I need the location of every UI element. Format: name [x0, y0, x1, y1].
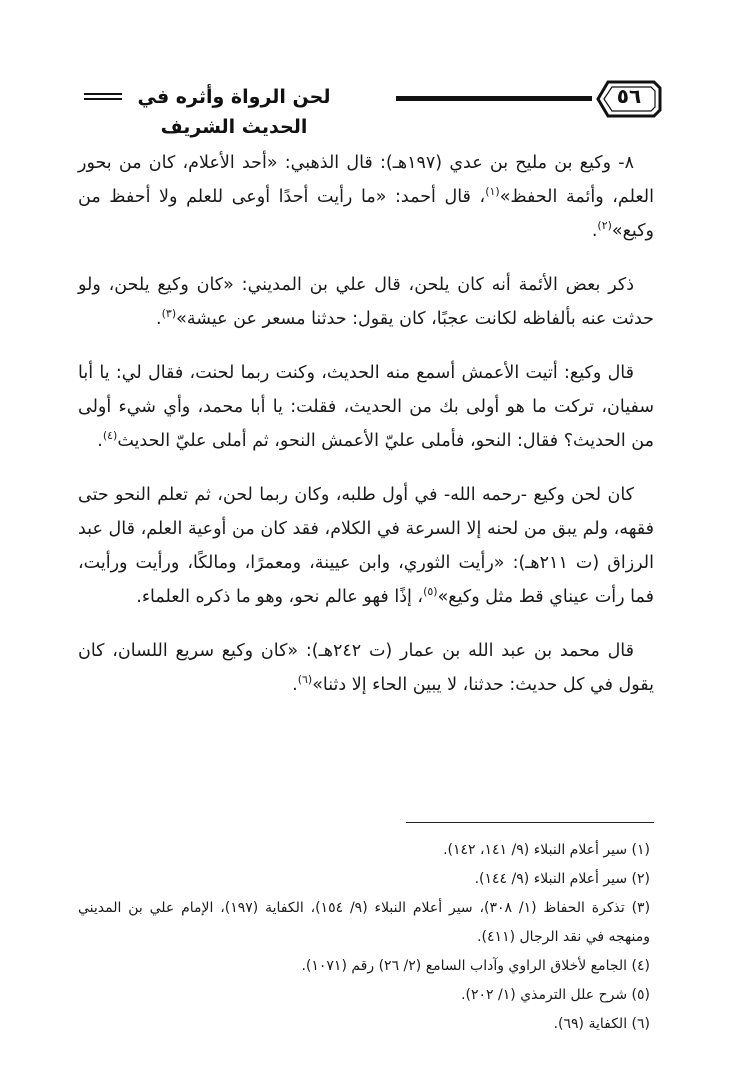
paragraph — [78, 268, 654, 336]
footnote: (٦) الكفاية (٦٩). — [553, 1016, 650, 1032]
main-text — [78, 146, 654, 722]
paragraph-text: قال وكيع: أتيت الأعمش أسمع منه الحديث، وكنت ربما لحنت، فقال لي: يا أبا سفيان، تركت ما هو أولى بك من الحديث، فقلت: يا أبا محمد، وأي شيء أولى من الحديث؟ فقال: النحو، فأملى عليّ الأعمش النحو، ثم أملى عليّ الحديث — [78, 363, 654, 451]
footnote-ref: (٣) — [161, 307, 177, 321]
paragraph-text: ذكر بعض الأئمة أنه كان يلحن، قال علي بن المديني: «كان وكيع يلحن، ولو حدثت عنه بألفاظه لكانت عجبًا، كان يقول: حدثنا مسعر عن عيشة» — [78, 275, 654, 329]
paragraph — [78, 478, 654, 614]
paragraph-text: قال محمد بن عبد الله بن عمار (ت ٢٤٢هـ): «كان وكيع سريع اللسان، كان يقول في كل حديث: حدثنا، لا يبين الحاء إلا دثنا» — [78, 641, 654, 695]
running-header-title: لحن الرواة وأثره في الحديث الشريف — [137, 86, 331, 138]
paragraph — [78, 634, 654, 702]
footnote: (٣) تذكرة الحفاظ (١/ ٣٠٨)، سير أعلام النبلاء (٩/ ١٥٤)، الكفاية (١٩٧)، الإمام علي بن المديني ومنهجه في نقد الرجال (٤١١). — [78, 900, 651, 945]
paragraph-text: كان لحن وكيع -رحمه الله- في أول طلبه، وكان ربما لحن، ثم تعلم النحو حتى فقهه، ولم يبق من لحنه إلا السرعة في الكلام، فقد كان من أوعية العلم، قال عبد الرزاق (ت ٢١١هـ): «رأيت الثوري، وابن عيينة، ومعمرًا، ومالكًا، ورأيت ورأيت، فما رأت عيناي قط مثل وكيع» — [78, 485, 654, 607]
paragraph-text: ٨- وكيع بن مليح بن عدي (١٩٧هـ): قال الذهبي: «أحد الأعلام، كان من بحور العلم، وأئمة الحفظ» — [78, 153, 654, 207]
paragraph — [78, 146, 654, 248]
paragraph-text: ، إذًا فهو عالم نحو، وهو ما ذكره العلماء. — [136, 587, 424, 607]
paragraph-text: ، قال أحمد: «ما رأيت أحدًا أوعى للعلم ولا أحفظ من وكيع» — [78, 187, 654, 241]
paragraph-text: . — [292, 675, 298, 695]
paragraph-text: . — [97, 431, 103, 451]
header-rule — [396, 96, 592, 101]
footnote-separator — [406, 822, 654, 823]
paragraph — [78, 356, 654, 458]
page-number: ٥٦ — [616, 84, 642, 108]
paragraph-text: . — [591, 221, 598, 241]
footnote-ref: (١) — [485, 185, 500, 199]
footnote-ref: (٤) — [102, 429, 118, 443]
footnote-ref: (٥) — [423, 585, 438, 599]
page-number-badge — [594, 76, 664, 122]
header-ornament-bars — [84, 93, 122, 102]
footnote: (٤) الجامع لأخلاق الراوي وآداب السامع (٢/ ٢٦) رقم (١٠٧١). — [301, 958, 650, 974]
footnote: (٢) سير أعلام النبلاء (٩/ ١٤٤). — [474, 871, 650, 887]
footnote-ref: (٦) — [297, 673, 313, 687]
footnote: (١) سير أعلام النبلاء (٩/ ١٤١، ١٤٢). — [443, 842, 650, 858]
footnote: (٥) شرح علل الترمذي (١/ ٢٠٢). — [461, 987, 650, 1003]
footnotes — [78, 836, 654, 1039]
footnote-ref: (٢) — [597, 219, 612, 233]
running-header — [78, 76, 664, 138]
paragraph-text: . — [156, 309, 162, 329]
